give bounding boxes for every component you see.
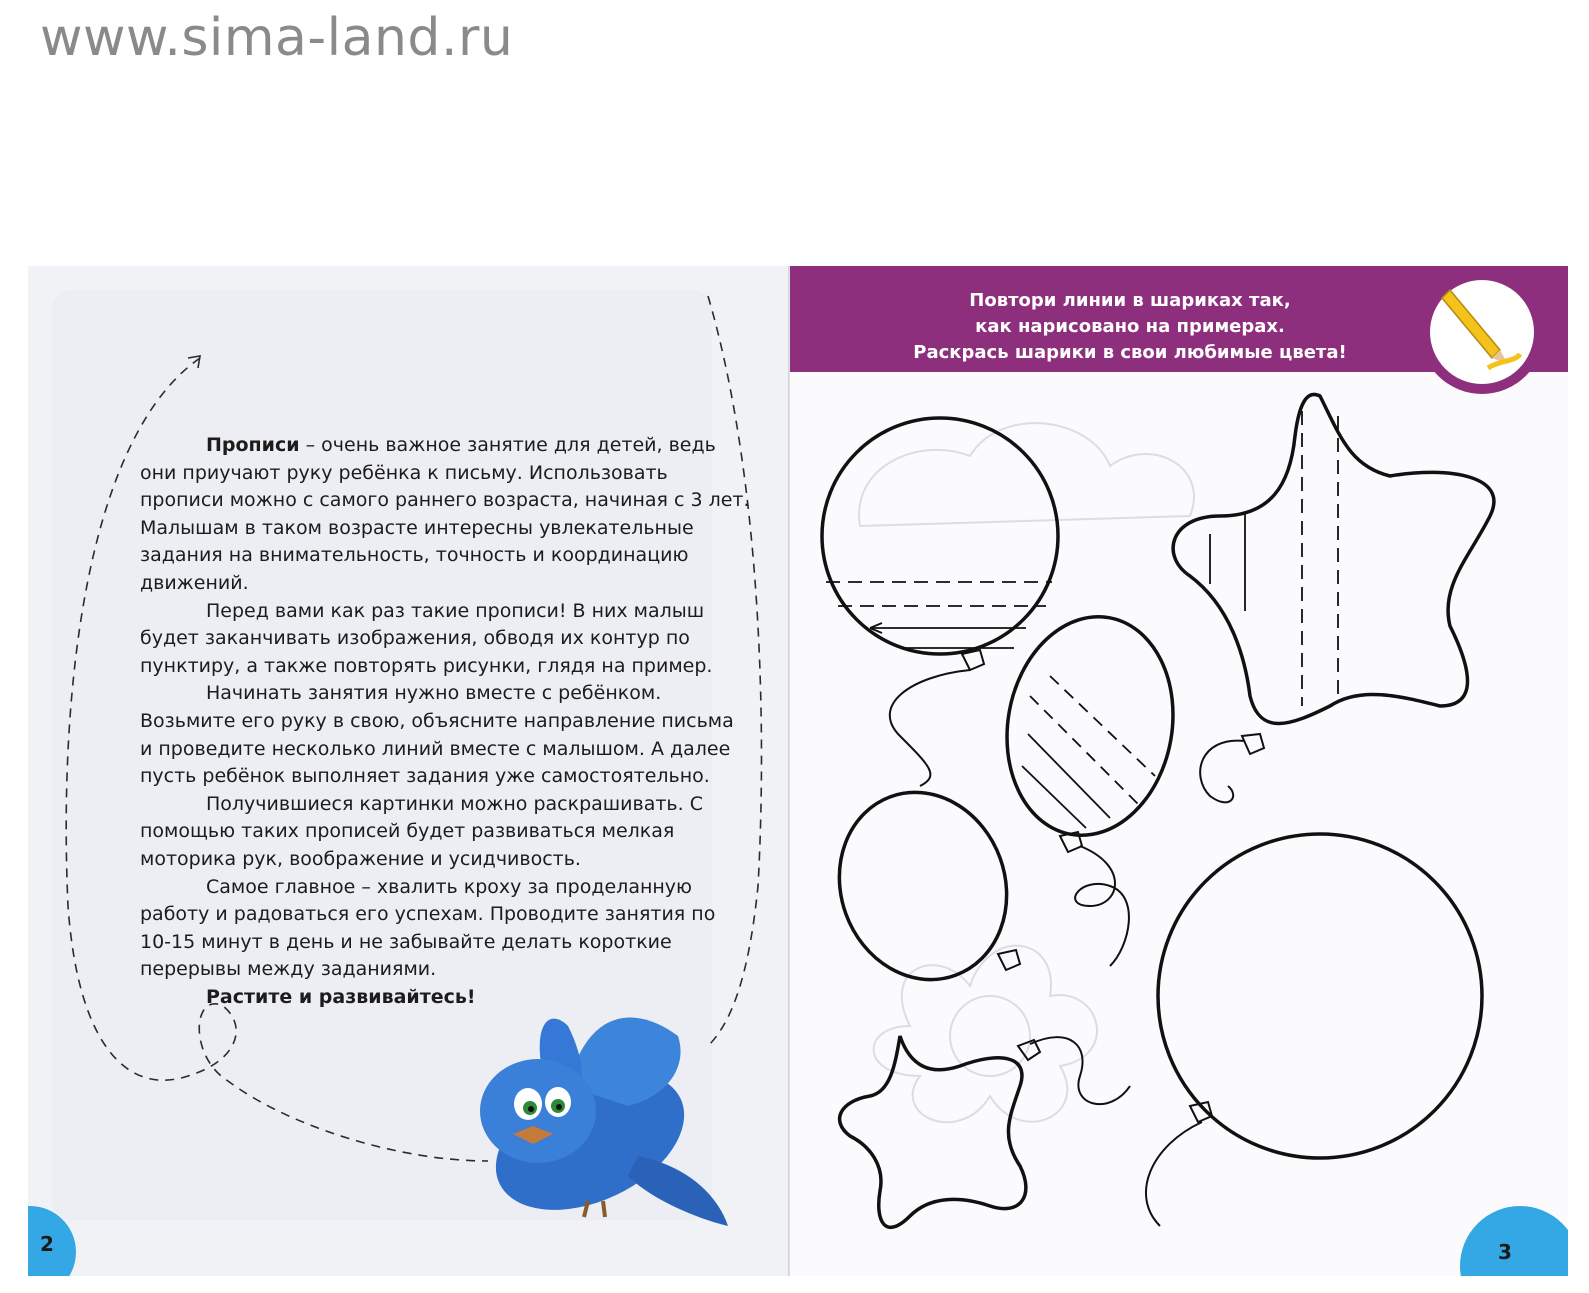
balloon-star-example	[1173, 394, 1494, 802]
balloon-star-blank	[840, 1036, 1130, 1227]
page-number-right-label: 3	[1498, 1240, 1512, 1264]
right-page	[790, 266, 1568, 1276]
paragraph-1	[140, 432, 750, 598]
watermark: www.sima-land.ru	[40, 8, 514, 68]
paragraph-2: Перед вами как раз такие прописи! В них малыш будет заканчивать изображения, обводя их контур по пунктиру, а также повторять рисунки, глядя на пример.	[140, 599, 713, 677]
balloon-oval-example	[990, 603, 1190, 966]
balloon-circle-example	[822, 418, 1058, 786]
paragraph-5: Самое главное – хвалить кроху за проделанную работу и радоваться его успехам. Проводите занятия по 10-15 минут в день и не забывайте делать короткие перерывы между заданиями.	[140, 875, 716, 981]
paragraph-3: Начинать занятия нужно вместе с ребёнком. Возьмите его руку в свою, объясните направление письма и проведите несколько линий вместе с малышом. А далее пусть ребёнок выполняет задания уже самостоятельно.	[140, 682, 734, 788]
left-page	[28, 266, 790, 1276]
closing-line: Растите и развивайтесь!	[206, 985, 476, 1008]
intro-text	[140, 432, 750, 1011]
instruction-line-1: Повтори линии в шариках так,	[969, 290, 1291, 311]
balloon-oval-blank	[813, 769, 1032, 1004]
bold-lead: Прописи	[206, 434, 300, 456]
instruction-line-2: как нарисовано на примерах.	[975, 316, 1285, 337]
faint-scenery	[859, 423, 1194, 1122]
balloon-circle-blank	[1146, 834, 1482, 1226]
page-number-left-label: 2	[40, 1232, 54, 1256]
instruction-line-3: Раскрась шарики в свои любимые цвета!	[913, 342, 1347, 363]
paragraph-4: Получившиеся картинки можно раскрашивать. С помощью таких прописей будет развиваться мелкая моторика рук, воображение и усидчивость.	[140, 792, 703, 870]
balloon-worksheet	[790, 266, 1568, 1276]
paragraph-1-text: – очень важное занятие для детей, ведь они приучают руку ребёнка к письму. Использовать прописи можно с самого раннего возраста, начиная с 3 лет. Малышам в таком возрасте интересны увлекательные задания на внимательность, точность и координацию движений.	[140, 434, 750, 594]
